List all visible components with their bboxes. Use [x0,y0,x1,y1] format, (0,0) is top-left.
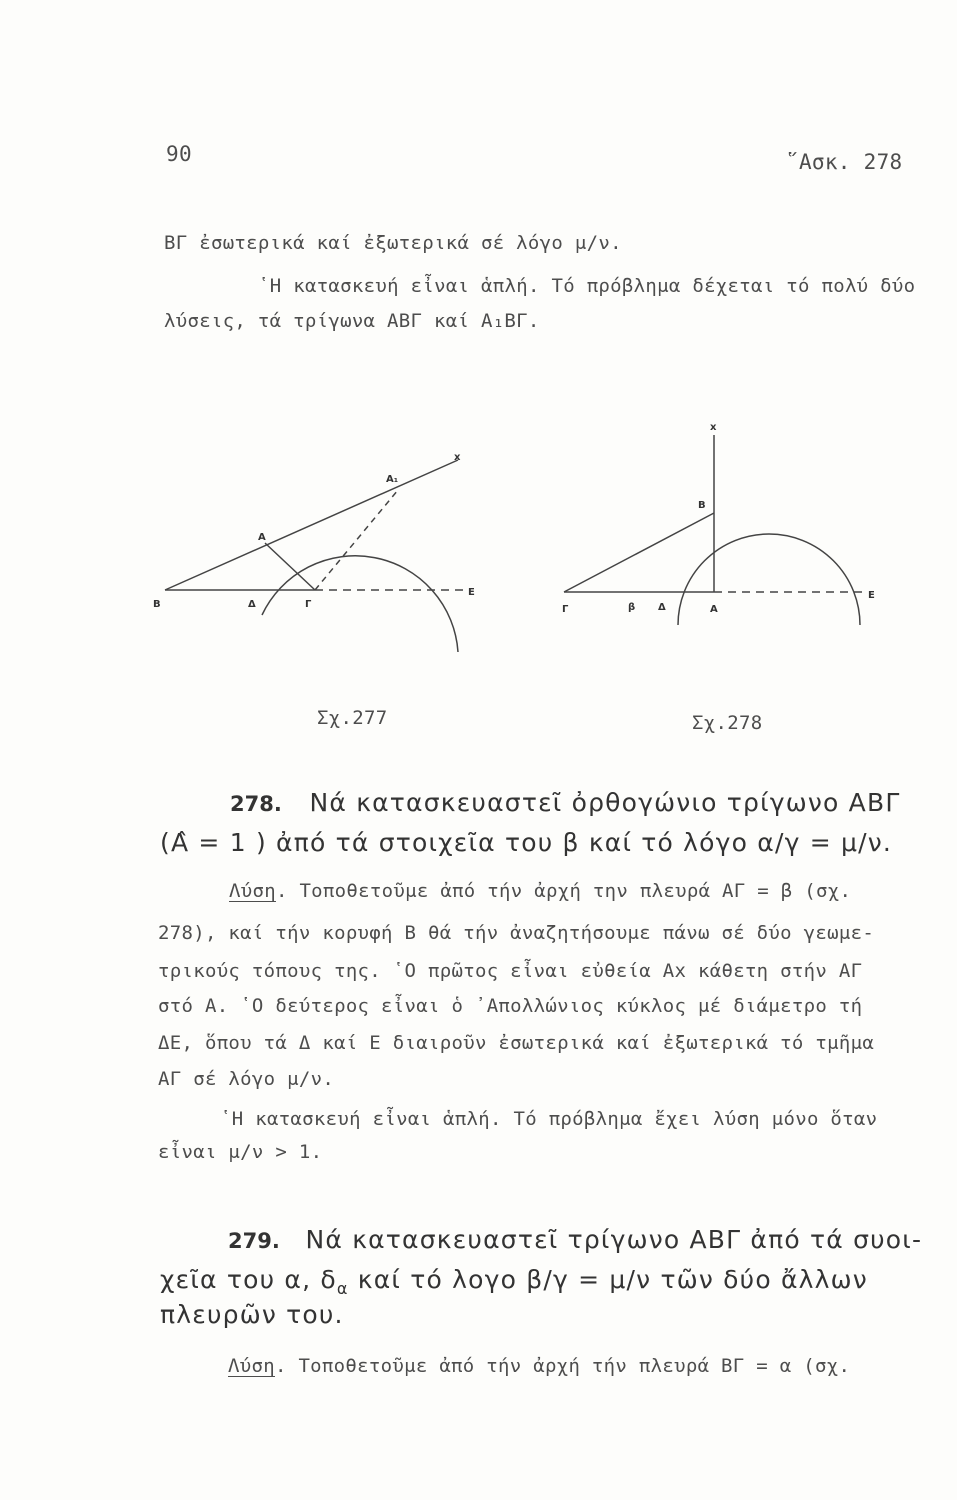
intro-line-1: ΒΓ ἐσωτερικά καί ἐξωτερικά σέ λόγο μ/ν. [164,232,622,254]
label-d: Δ [658,602,666,613]
label-e: Ε [868,590,875,601]
ex278-solution-line-6: ΑΓ σέ λόγο μ/ν. [158,1068,335,1090]
exercise-ref: ῞Ασκ. 278 [786,150,903,174]
solution-label: Λύση [228,1355,275,1377]
label-a: Α [258,532,266,543]
caption-fig-278: Σχ.278 [692,712,763,734]
apollonius-circle-278 [678,534,860,625]
ex278-solution-line-1 [229,880,851,902]
solution-label: Λύση [229,880,276,902]
label-d: Δ [248,599,256,610]
solution-text: . Τοποθετοῦμε ἀπό τήν ἀρχή τήν πλευρά ΒΓ = α (σχ. [274,1355,851,1377]
label-b: Β [698,500,706,511]
ex279-solution-line-1 [228,1355,850,1377]
label-g: Γ [562,604,569,615]
label-a1: Α₁ [386,474,399,485]
label-b: Β [153,599,161,610]
exercise-278-line-1 [230,788,900,817]
figure-278-diagram [550,420,890,640]
ex278-solution-line-4: στό Α. ῾Ο δεύτερος εἶναι ὁ ᾿Απολλώνιος κύκλος μέ διάμετρο τή [158,995,863,1017]
apollonius-circle-277 [262,556,458,652]
label-x: x [454,452,461,463]
ex278-solution-line-3: τρικούς τόπους της. ῾Ο πρῶτος εἶναι εὐθεία Αx κάθετη στήν ΑΓ [158,960,863,982]
solution-text: . Τοποθετοῦμε ἀπό τήν ἀρχή την πλευρά ΑΓ = β (σχ. [275,880,852,902]
exercise-statement: Νά κατασκευαστεῖ ὀρθογώνιο τρίγωνο ΑΒΓ [309,788,901,817]
ex278-solution-line-8: εἶναι μ/ν > 1. [158,1141,323,1163]
exercise-279-line-2 [160,1265,868,1298]
exercise-statement: Νά κατασκευαστεῖ τρίγωνο ΑΒΓ ἀπό τά συοι- [305,1225,923,1254]
label-g: Γ [305,599,312,610]
ex278-solution-line-5: ΔΕ, ὅπου τά Δ καί Ε διαιροῦν ἐσωτερικά καί ἐξωτερικά τό τμῆμα [158,1032,875,1054]
ex278-solution-line-7: ῾Η κατασκευή εἶναι ἁπλή. Τό πρόβλημα ἔχει λύση μόνο ὅταν [220,1108,878,1130]
exercise-279-line-3: πλευρῶν του. [160,1300,344,1329]
delta-subscript: α [336,1279,349,1298]
line-bx [165,460,458,590]
exercise-number: 278. [230,792,282,816]
exercise-number: 279. [228,1229,280,1253]
ex278-solution-line-2: 278), καί τήν κορυφή Β θά τήν ἀναζητήσουμε πάνω σέ δύο γεωμε- [158,922,875,944]
intro-line-2: ῾Η κατασκευή εἶναι ἁπλή. Τό πρόβλημα δέχεται τό πολύ δύο [258,275,916,297]
line2-rest: καί τό λογο β/γ = μ/ν τῶν δύο ἄλλων [348,1265,868,1294]
exercise-278-line-2: (Α̂ = 1 ) ἀπό τά στοιχεῖα του β καί τό λόγο α/γ = μ/ν. [160,828,893,857]
label-x: x [710,422,717,433]
label-beta: β [628,602,636,613]
label-e: Ε [468,587,475,598]
caption-fig-277: Σχ.277 [317,707,388,729]
exercise-279-line-1 [228,1225,922,1254]
page-number: 90 [166,142,192,166]
line2-start: χεῖα του α, δ [160,1265,337,1294]
label-a: Α [710,604,718,615]
intro-line-3: λύσεις, τά τρίγωνα ΑΒΓ καί Α₁ΒΓ. [164,310,540,332]
hypotenuse-gb [564,513,714,592]
segment-ag [265,543,315,590]
figure-277-diagram [150,440,490,660]
